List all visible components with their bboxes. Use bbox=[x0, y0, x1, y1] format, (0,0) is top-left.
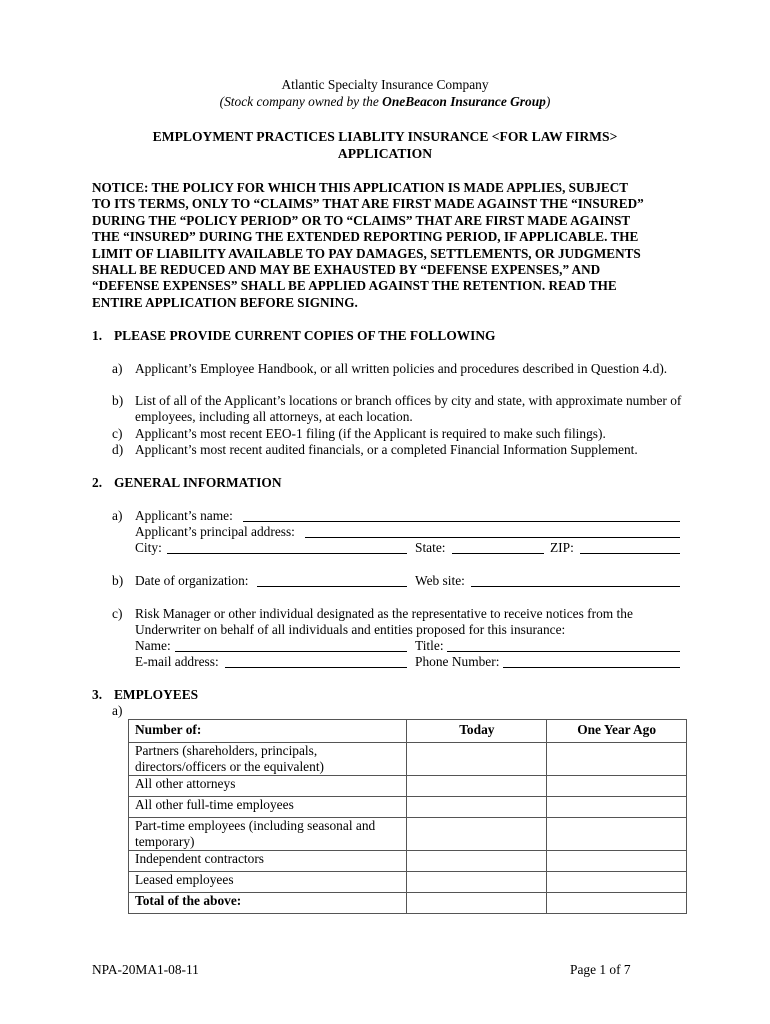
cell-one-year-ago[interactable] bbox=[547, 893, 687, 914]
date-of-organization-field[interactable] bbox=[257, 586, 407, 587]
document-title-line2: APPLICATION bbox=[337, 146, 433, 161]
rm-name-field[interactable] bbox=[175, 651, 407, 652]
rm-email-label: E-mail address: bbox=[135, 654, 219, 669]
section-2-marker-b: b) bbox=[112, 573, 124, 588]
notice-line: THE “INSURED” DURING THE EXTENDED REPORTING PERIOD, IF APPLICABLE. THE bbox=[92, 229, 639, 245]
notice-line: DURING THE “POLICY PERIOD” OR TO “CLAIMS” THAT ARE FIRST MADE AGAINST bbox=[92, 212, 631, 228]
section-2-marker-c: c) bbox=[112, 606, 123, 621]
section-2-heading: 2. GENERAL INFORMATION bbox=[92, 475, 282, 490]
cell-today[interactable] bbox=[407, 893, 547, 914]
rm-name-label: Name: bbox=[135, 638, 171, 653]
rm-title-label: Title: bbox=[415, 638, 444, 653]
cell-today[interactable] bbox=[407, 743, 547, 776]
company-subtitle: (Stock company owned by the OneBeacon Insurance Group) bbox=[219, 94, 551, 109]
column-header-one-year-ago: One Year Ago bbox=[547, 720, 687, 743]
zip-label: ZIP: bbox=[550, 540, 574, 555]
website-field[interactable] bbox=[471, 586, 680, 587]
rm-phone-label: Phone Number: bbox=[415, 654, 500, 669]
row-label-leased-employees: Leased employees bbox=[129, 872, 407, 893]
row-label-part-time: Part-time employees (including seasonal and temporary) bbox=[129, 818, 407, 851]
principal-address-row bbox=[135, 524, 680, 540]
zip-field[interactable] bbox=[580, 553, 680, 554]
cell-today[interactable] bbox=[407, 851, 547, 872]
cell-one-year-ago[interactable] bbox=[547, 818, 687, 851]
row-label-other-attorneys: All other attorneys bbox=[129, 776, 407, 797]
applicant-name-row bbox=[135, 508, 680, 524]
notice-line: SHALL BE REDUCED AND MAY BE EXHAUSTED BY “DEFENSE EXPENSES,” AND bbox=[92, 262, 601, 278]
table-row bbox=[129, 893, 687, 914]
table-row bbox=[129, 776, 687, 797]
section-1-item-a: a) Applicant’s Employee Handbook, or all written policies and procedures described in Question 4.d). bbox=[112, 361, 668, 376]
notice-line: ENTIRE APPLICATION BEFORE SIGNING. bbox=[92, 294, 358, 310]
notice-line: TO ITS TERMS, ONLY TO “CLAIMS” THAT ARE FIRST MADE AGAINST THE “INSURED” bbox=[92, 196, 644, 212]
form-number: NPA-20MA1-08-11 bbox=[92, 962, 199, 977]
notice-line: NOTICE: THE POLICY FOR WHICH THIS APPLICATION IS MADE APPLIES, SUBJECT bbox=[92, 180, 629, 195]
city-label: City: bbox=[135, 540, 162, 555]
cell-one-year-ago[interactable] bbox=[547, 872, 687, 893]
city-field[interactable] bbox=[167, 553, 407, 554]
table-row bbox=[129, 851, 687, 872]
notice-line: “DEFENSE EXPENSES” SHALL BE APPLIED AGAINST THE RETENTION. READ THE bbox=[92, 278, 617, 294]
rm-phone-field[interactable] bbox=[503, 667, 680, 668]
table-row bbox=[129, 797, 687, 818]
cell-one-year-ago[interactable] bbox=[547, 851, 687, 872]
row-label-independent-contractors: Independent contractors bbox=[129, 851, 407, 872]
document-title: EMPLOYMENT PRACTICES LIABLITY INSURANCE <FOR LAW FIRMS> bbox=[152, 129, 618, 144]
row-label-full-time: All other full-time employees bbox=[129, 797, 407, 818]
cell-today[interactable] bbox=[407, 797, 547, 818]
section-1-item-b: b) List of all of the Applicant’s locations or branch offices by city and state, with approximate number of employees, including all attorneys, at each location. bbox=[112, 393, 682, 424]
company-name: Atlantic Specialty Insurance Company bbox=[281, 77, 489, 92]
section-3-heading: 3. EMPLOYEES bbox=[92, 687, 199, 702]
page-number: Page 1 of 7 bbox=[570, 962, 631, 977]
date-of-organization-label: Date of organization: bbox=[135, 573, 249, 588]
org-date-website-row bbox=[135, 573, 680, 589]
row-label-total: Total of the above: bbox=[129, 893, 407, 914]
employees-table bbox=[128, 719, 687, 914]
table-row bbox=[129, 818, 687, 851]
section-2-marker-a: a) bbox=[112, 508, 123, 523]
table-row bbox=[129, 743, 687, 776]
cell-one-year-ago[interactable] bbox=[547, 776, 687, 797]
applicant-name-label: Applicant’s name: bbox=[135, 508, 233, 523]
section-3-marker-a: a) bbox=[112, 703, 123, 718]
cell-one-year-ago[interactable] bbox=[547, 797, 687, 818]
notice-block bbox=[92, 180, 692, 311]
principal-address-field[interactable] bbox=[305, 537, 680, 538]
section-1-heading: 1. PLEASE PROVIDE CURRENT COPIES OF THE FOLLOWING bbox=[92, 328, 496, 343]
email-phone-row bbox=[135, 654, 680, 670]
name-title-row bbox=[135, 638, 680, 654]
notice-line: LIMIT OF LIABILITY AVAILABLE TO PAY DAMAGES, SETTLEMENTS, OR JUDGMENTS bbox=[92, 245, 641, 261]
cell-today[interactable] bbox=[407, 776, 547, 797]
row-label-partners: Partners (shareholders, principals, directors/officers or the equivalent) bbox=[129, 743, 407, 776]
cell-today[interactable] bbox=[407, 872, 547, 893]
applicant-name-field[interactable] bbox=[243, 521, 680, 522]
table-header-row bbox=[129, 720, 687, 743]
cell-one-year-ago[interactable] bbox=[547, 743, 687, 776]
principal-address-label: Applicant’s principal address: bbox=[135, 524, 295, 539]
cell-today[interactable] bbox=[407, 818, 547, 851]
column-header-today: Today bbox=[407, 720, 547, 743]
rm-email-field[interactable] bbox=[225, 667, 407, 668]
table-row bbox=[129, 872, 687, 893]
section-1-item-d: d) Applicant’s most recent audited financials, or a completed Financial Information Supplement. bbox=[112, 442, 638, 457]
section-1-item-c: c) Applicant’s most recent EEO-1 filing (if the Applicant is required to make such filings). bbox=[112, 426, 606, 441]
state-field[interactable] bbox=[452, 553, 544, 554]
risk-manager-text-2: Underwriter on behalf of all individuals and entities proposed for this insurance: bbox=[135, 622, 566, 637]
column-header-number-of: Number of: bbox=[129, 720, 407, 743]
state-label: State: bbox=[415, 540, 446, 555]
website-label: Web site: bbox=[415, 573, 465, 588]
parent-group-name: OneBeacon Insurance Group bbox=[382, 94, 546, 109]
rm-title-field[interactable] bbox=[447, 651, 680, 652]
city-state-zip-row bbox=[135, 540, 680, 556]
risk-manager-text: Risk Manager or other individual designated as the representative to receive notices from the bbox=[135, 606, 633, 621]
